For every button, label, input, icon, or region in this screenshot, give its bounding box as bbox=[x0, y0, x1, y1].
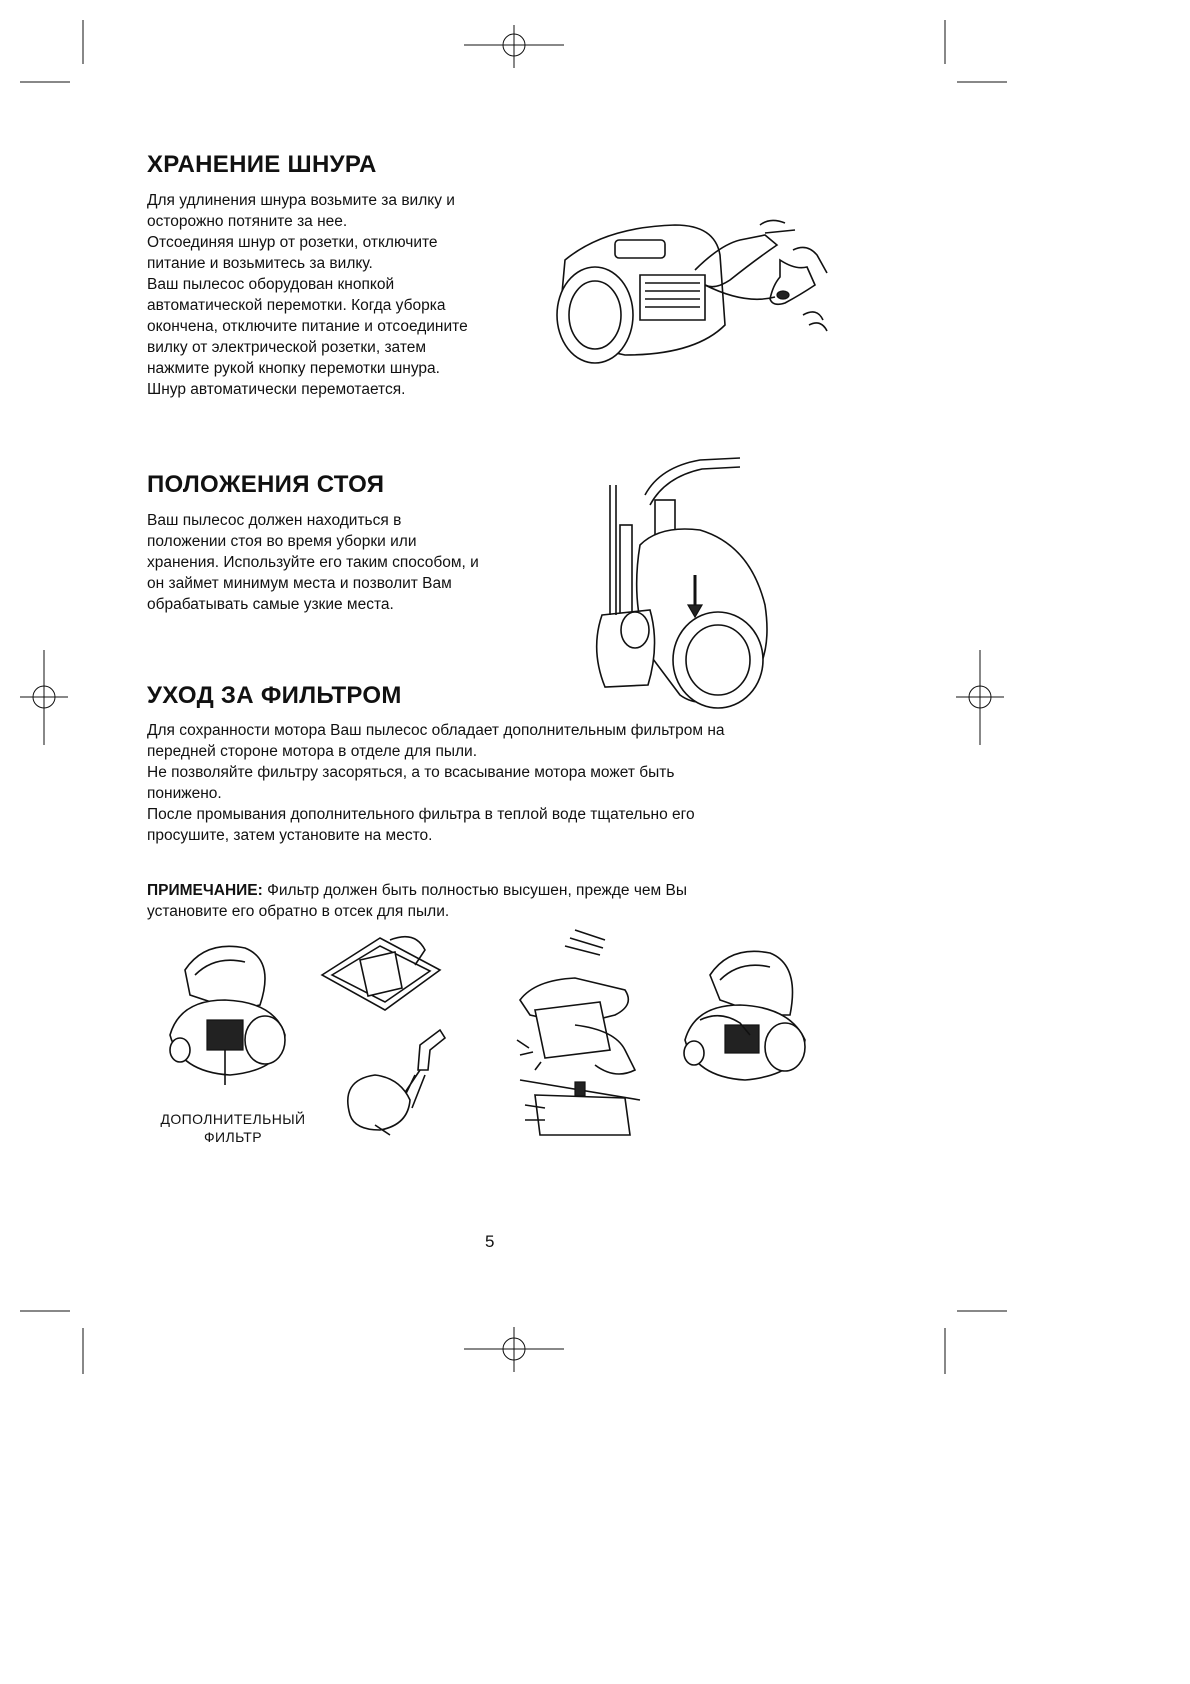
registration-right bbox=[956, 650, 1004, 745]
standing-title: ПОЛОЖЕНИЯ СТОЯ bbox=[147, 471, 385, 498]
standing-line: хранения. Используйте его таким способом, и bbox=[147, 554, 479, 571]
filter-illustration-open-vacuum bbox=[165, 940, 295, 1085]
standing-line: положении стоя во время уборки или bbox=[147, 533, 417, 550]
cord-line: нажмите рукой кнопку перемотки шнура. bbox=[147, 360, 440, 377]
filter-illustration-drying bbox=[515, 930, 645, 1140]
registration-top bbox=[464, 25, 564, 68]
filter-line: передней стороне мотора в отделе для пыли. bbox=[147, 743, 478, 760]
registration-bottom bbox=[464, 1327, 564, 1372]
filter-note bbox=[147, 880, 837, 922]
cord-line: питание и возьмитесь за вилку. bbox=[147, 255, 373, 272]
filter-line: понижено. bbox=[147, 785, 222, 802]
cord-line: окончена, отключите питание и отсоедините bbox=[147, 318, 468, 335]
filter-line: просушите, затем установите на место. bbox=[147, 827, 433, 844]
registration-left bbox=[20, 650, 68, 745]
filter-line: Не позволяйте фильтру засоряться, а то всасывание мотора может быть bbox=[147, 764, 675, 781]
cord-line: Шнур автоматически перемотается. bbox=[147, 381, 406, 398]
cord-line: осторожно потяните за нее. bbox=[147, 213, 348, 230]
cord-text bbox=[147, 190, 547, 400]
filter-line: После промывания дополнительного фильтра в теплой воде тщательно его bbox=[147, 806, 695, 823]
cord-illustration bbox=[545, 215, 835, 380]
filter-illustration-reinstall bbox=[680, 945, 810, 1090]
cord-line: Ваш пылесос оборудован кнопкой bbox=[147, 276, 395, 293]
note-text-line2: установите его обратно в отсек для пыли. bbox=[147, 903, 450, 920]
cord-line: Отсоединяя шнур от розетки, отключите bbox=[147, 234, 438, 251]
cord-title: ХРАНЕНИЕ ШНУРА bbox=[147, 151, 377, 178]
filter-text bbox=[147, 720, 837, 846]
standing-illustration bbox=[590, 455, 795, 710]
filter-line: Для сохранности мотора Ваш пылесос обладает дополнительным фильтром на bbox=[147, 722, 725, 739]
standing-line: он займет минимум места и позволит Вам bbox=[147, 575, 452, 592]
page-number: 5 bbox=[485, 1232, 495, 1251]
filter-illustration-washing bbox=[320, 930, 460, 1135]
filter-title: УХОД ЗА ФИЛЬТРОМ bbox=[147, 682, 402, 709]
standing-line: Ваш пылесос должен находиться в bbox=[147, 512, 402, 529]
cord-line: Для удлинения шнура возьмите за вилку и bbox=[147, 192, 455, 209]
standing-line: обрабатывать самые узкие места. bbox=[147, 596, 394, 613]
cord-line: вилку от электрической розетки, затем bbox=[147, 339, 427, 356]
standing-text bbox=[147, 510, 567, 615]
note-label: ПРИМЕЧАНИЕ: bbox=[147, 882, 263, 899]
note-text: Фильтр должен быть полностью высушен, прежде чем Вы bbox=[262, 882, 687, 899]
filter-caption: ДОПОЛНИТЕЛЬНЫЙ ФИЛЬТР bbox=[160, 1111, 306, 1145]
cord-line: автоматической перемотки. Когда уборка bbox=[147, 297, 446, 314]
